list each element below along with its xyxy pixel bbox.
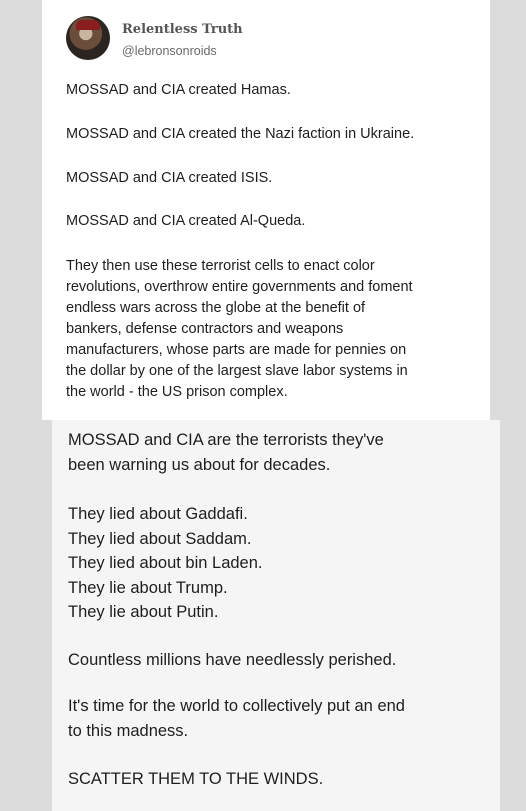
paragraph-line: endless wars across the globe at the benefit of bbox=[66, 300, 366, 316]
paragraph-line: been warning us about for decades. bbox=[68, 455, 331, 474]
paragraph-line: They lie about Trump. bbox=[68, 578, 228, 597]
post-line: MOSSAD and CIA created Hamas. bbox=[66, 82, 291, 98]
paragraph-line: It's time for the world to collectively put an end bbox=[68, 697, 405, 715]
paragraph-line: manufacturers, whose parts are made for pennies on bbox=[66, 342, 407, 358]
paragraph-line: They lied about bin Laden. bbox=[68, 554, 263, 572]
display-name[interactable]: Relentless Truth bbox=[122, 22, 243, 37]
post-line: MOSSAD and CIA created Al-Queda. bbox=[66, 213, 306, 229]
post-paragraph bbox=[68, 502, 488, 625]
paragraph-line: the dollar by one of the largest slave labor systems in bbox=[66, 363, 408, 379]
paragraph-line: MOSSAD and CIA are the terrorists they've bbox=[68, 431, 384, 449]
paragraph-line: to this madness. bbox=[68, 721, 189, 740]
paragraph-line: the world - the US prison complex. bbox=[66, 384, 288, 400]
post-line: MOSSAD and CIA created ISIS. bbox=[66, 170, 273, 186]
paragraph-line: They lied about Saddam. bbox=[68, 529, 252, 548]
paragraph-line: revolutions, overthrow entire governments and foment bbox=[66, 279, 413, 295]
post-paragraph bbox=[68, 428, 488, 477]
paragraph-line: They then use these terrorist cells to enact color bbox=[66, 258, 375, 274]
paragraph-line: They lie about Putin. bbox=[68, 603, 219, 621]
user-handle[interactable]: @lebronsonroids bbox=[122, 44, 217, 58]
post-paragraph bbox=[66, 256, 476, 403]
avatar[interactable] bbox=[66, 16, 110, 60]
paragraph-line: They lied about Gaddafi. bbox=[68, 505, 248, 523]
post-line: SCATTER THEM TO THE WINDS. bbox=[68, 770, 324, 788]
post-paragraph bbox=[68, 694, 488, 743]
paragraph-line: bankers, defense contractors and weapons bbox=[66, 321, 344, 337]
post-line: Countless millions have needlessly perished. bbox=[68, 651, 397, 669]
post-line: MOSSAD and CIA created the Nazi faction in Ukraine. bbox=[66, 126, 415, 142]
